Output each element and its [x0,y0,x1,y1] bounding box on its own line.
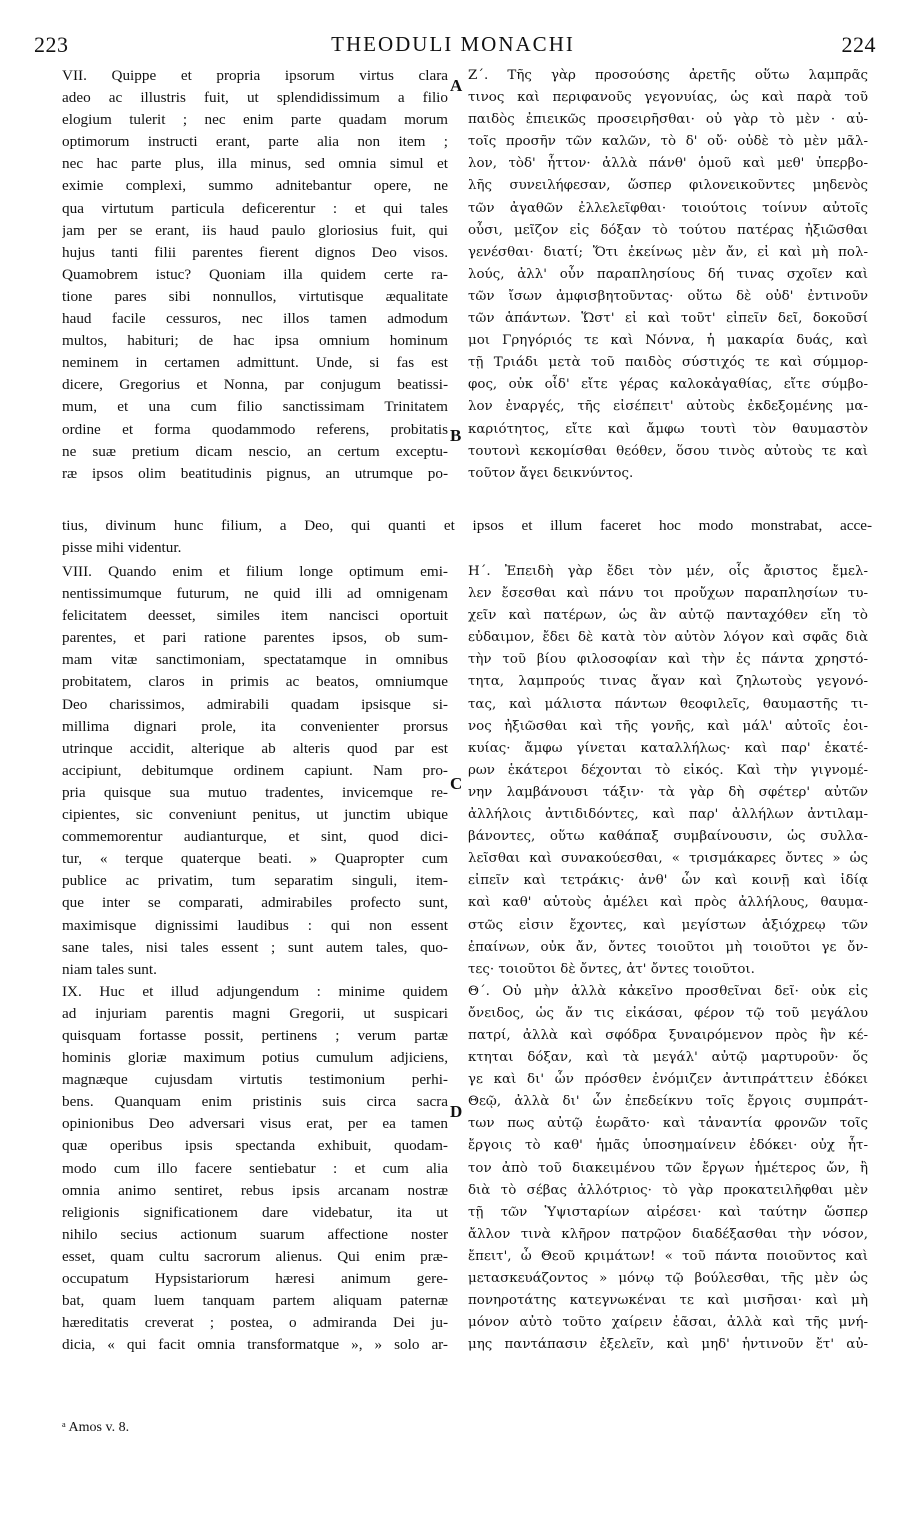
greek-line: νην λαμβάνουσι τάξιν· τὰ γὰρ δὴ σφέτερ' αὐτῶν [468,784,868,800]
latin-line: jam per se erant, iis haud paulo gloriosius fuit, qui [62,221,448,239]
latin-line: dicere, Gregorius et Nonna, par conjugum beatissi- [62,376,448,394]
latin-line: accipiunt, debitumque ordinem capiunt. Nam pro- [62,761,448,779]
latin-line: mam vitæ sanctimoniam, spectatamque in omnibus [62,651,448,669]
latin-line: nentissimumque futurum, ne quid illi ad omnigenam [62,585,448,603]
greek-line: Θεῷ, ἀλλὰ δι' ὧν ἐπεδείκνυ τοῖς ἔργοις συμπράτ- [468,1094,868,1110]
latin-line: quisquam fortasse possit, pertinens ; verum partæ [62,1026,448,1044]
latin-line: niam tales sunt. [62,960,157,978]
latin-line: sane tales, nisi tales essent ; sunt autem tales, quo- [62,938,448,956]
section-marker-c: C [450,774,463,793]
greek-line: τες· τοιοῦτοι δὲ ὄντες, ἀτ' ὄντες τοιοῦτοι. [468,961,755,977]
latin-line: qua virtutum particula deficerentur : et qui tales [62,199,448,217]
greek-line: διὰ τὸ σέβας ἀλλότριος· τὸ γὰρ προκατειλῆφθαι μὲν [468,1182,868,1198]
greek-line: καὶ καθ' αὑτοὺς ἀμέλει καὶ πρὸς ἀλλήλους, θαυμα- [468,895,868,911]
greek-line: τοῦτον ἄγει δεικνύντος. [468,465,634,481]
latin-line: ad injuriam parentis magni Gregorii, ut suspicari [62,1004,448,1022]
latin-line: eximie complexi, summo adnitebantur opere, ne [62,177,448,195]
greek-line: γε καὶ δι' ὧν πρόσθεν ἐνόμιζεν ἀντιπράττειν ἐδόκει [468,1072,868,1088]
greek-line: παιδὸς ἐπιεικῶς προσειρῆσθαι· οὐ γὰρ τὸ μὲν · αὐ- [468,112,868,128]
latin-line: tur, « terque quaterque beati. » Quapropter cum [62,850,448,868]
latin-line: VIII. Quando enim et filium longe optimum emi- [62,563,448,580]
greek-line: κτηται δόξαν, καὶ τὰ μεγάλ' αὐτῷ μαρτυροῦν· ὅς [468,1050,868,1066]
greek-line: ἔπειτ', ὦ Θεοῦ κριμάτων! « τοῦ πάντα ποιοῦντος καὶ [468,1248,868,1264]
footnote: ᵃ Amos v. 8. [62,1420,130,1435]
latin-line: quæ operibus ipsis spectanda exhibuit, quodam- [62,1137,448,1155]
section-marker-d: D [450,1102,463,1121]
greek-line: τὴν τοῦ βίου φιλοσοφίαν καὶ τὴν ἐς πάντα χρηστό- [468,652,868,668]
running-title: THEODULI MONACHI [331,32,575,56]
greek-line: τῶν ἴσων ἀμφισβητοῦντας· οὕτω δὲ οὐδ' ἐντινοῦν [468,288,868,304]
greek-line: εἰπεῖν καὶ τετράκις· ἀνθ' ὧν καὶ κοινῇ καὶ ἰδίᾳ [468,873,868,889]
greek-line: τῶν ἀγαθῶν ἐλλελεῖφθαι· τοιούτοις τοίνυν αὐτοῖς [468,200,868,216]
latin-line: esset, quam cultu sacrorum alienus. Qui enim præ- [62,1247,448,1265]
latin-line: hominis gloriæ maximum potius cumulum adjiciens, [62,1049,448,1067]
latin-line: nec hac parte plus, illa minus, sed omnia simul et [62,155,448,173]
latin-line: pisse mihi videntur. [62,539,182,557]
greek-line: μετασκευάζοντος » μόνῳ τῷ βούλεσθαι, τῆς μὲν ὡς [468,1271,868,1286]
latin-column-bottom [62,561,448,1356]
latin-line: ræ ipsos olim beatitudinis pignus, an utrumque po- [62,464,448,482]
greek-column-bottom [468,561,868,1356]
latin-line: optimorum instructi erant, parte alia non item ; [62,133,448,151]
latin-line: hujus tanti filii parentes fierent dignos Deo visos. [62,243,448,261]
latin-line: que inter se comparati, admirabiles profecto sunt, [62,894,448,912]
latin-line: pria quisque sua mutuo tradentes, invicemque re- [62,783,448,801]
latin-line: felicitatem deesset, similes item nancisci oportuit [62,607,448,625]
greek-line: καριότητος, εἴτε καὶ ἄμφω τουτὶ τὸν θαυμαστὸν [468,421,868,437]
latin-line: commemorentur audianturque, et sint, quod dici- [62,828,448,846]
page-number-right: 224 [841,32,876,57]
greek-line: χεῖν καὶ πατέρων, ὡς ἂν αὐτῷ πανταχόθεν εἴη τὸ [468,608,868,624]
greek-line: τουτονὶ κεκομίσθαι θεόθεν, ὅσου τινὸς αὐτοὺς τε καὶ [468,443,868,459]
greek-line: βάνοντες, οὕτω καθάπαξ συμβαίνουσιν, ὡς συλλα- [468,829,868,845]
greek-line: λῆς συνειλήφεσαν, ὥσπερ φιλονεικοῦντες μηδενὸς [468,178,868,194]
latin-line: bat, quam luem tanquam partem aliquam paternæ [62,1292,448,1310]
greek-line: ἔργοις τὸ καθ' ἡμᾶς ὑποσημαίνειν ἐδόκει· οὐχ ἧτ- [468,1138,868,1154]
latin-line: utrinque accidit, alterique ab alteris quod par est [62,739,448,757]
greek-line: λον, τὸδ' ἧττον· ἀλλὰ πάνθ' ὁμοῦ καὶ μεθ' ὑπερβο- [468,156,868,172]
section-marker-a: A [450,76,463,95]
latin-line: publice ac privatim, tum separatim singuli, item- [62,872,448,890]
greek-line: οὖσι, μεῖζον εἰς δόξαν τὸ τούτου πατέρας ἠξιῶσθαι [468,222,868,238]
greek-column-top [468,65,868,485]
greek-line: Η΄. Ἐπειδὴ γὰρ ἔδει τὸν μέν, οἷς ἄριστος ἔμελ- [468,564,868,579]
latin-line: millima dignari prole, ita convenienter prorsus [62,717,448,735]
greek-line: τον ἀπὸ τοῦ διακειμένου τῶν ἔργων ἡμέτερος ὤν, ἢ [468,1160,868,1176]
latin-line: cipientes, sic conveniunt penitus, ut junctim ubique [62,806,448,824]
greek-line: λεν ἔσεσθαι καὶ πάνυ τοι προὔχων παραπλησίων τυ- [468,586,868,602]
latin-line: dicia, « qui facit omnia transformatque », » solo ar- [62,1336,448,1354]
section-marker-b: B [450,426,462,445]
latin-line: mum, et una cum filio sanctissimam Trinitatem [62,398,448,416]
greek-line: πονηροτάτης κατεγνωκέναι τε καὶ μισῆσαι· καὶ μὴ [468,1293,868,1309]
latin-line: modo cum illo facere sentiebatur : et cum alia [62,1159,448,1177]
greek-line: τῶν ἁπάντων. Ὥστ' εἰ καὶ τοῦτ' εἰπεῖν δεῖ, δοκοῦσί [468,311,868,327]
latin-line: elogium tulerit ; nec enim parte quadam morum [62,111,448,129]
greek-line: κυίας· ἄμφω γίνεται καταλλήλως· καὶ παρ' ἑκατέ- [468,740,868,756]
page-number-left: 223 [34,32,69,57]
greek-line: λεῖσθαι καὶ συνακούεσθαι, « τρισμάκαρες ὄντες » ὡς [468,851,868,867]
latin-line: tius, divinum hunc filium, a Deo, qui quanti et ipsos et illum faceret hoc modo monstrabat, acce- [62,517,872,534]
greek-line: πατρί, ἀλλὰ καὶ σφόδρα ξυναιρόμενον πρὸς ἣν κέ- [468,1027,868,1043]
greek-line: ρων ἑκάτεροι δέχονται τὸ εἰκός. Καὶ τὴν γιγνομέ- [468,762,868,778]
latin-line: occupatum Hypsistariorum hæresi animum gere- [62,1270,448,1287]
greek-line: τῇ Τριάδι μετὰ τοῦ παιδὸς σύστιχός τε καὶ σύμμορ- [468,355,868,371]
greek-line: ἄλλον τινὰ κλῆρον πατρῷον διαδέξασθαι τὴν νόσον, [468,1226,868,1242]
latin-line: IX. Huc et illud adjungendum : minime quidem [62,982,448,1000]
full-width-line [62,515,872,559]
latin-line: nihilo secius actionum suarum affectione noster [62,1225,448,1243]
latin-line: Deo charissimos, admirabili quadam ipsisque si- [62,695,448,713]
greek-line: Ζ΄. Τῆς γὰρ προσούσης ἀρετῆς οὕτω λαμπρᾶς [468,68,868,83]
greek-line: εὐδαιμον, ἔδει δὲ κατὰ τὸν αὐτὸν λόγον καὶ σφᾶς διὰ [468,630,868,646]
greek-line: Θ΄. Οὐ μὴν ἀλλὰ κἀκεῖνο προσθεῖναι δεῖ· οὐκ εἰς [468,983,868,999]
latin-line: maximisque dignissimi laudibus : qui non essent [62,916,448,934]
greek-line: λον ἐναργές, τῆς εἰσέπειτ' αὐτοὺς ἐκδεξομένης μα- [468,399,868,415]
greek-line: τῇ τῶν Ὑψισταρίων αἱρέσει· καὶ ταύτην ὥσπερ [468,1204,868,1220]
latin-line: bens. Quanquam enim pristinis suis circa sacra [62,1093,448,1111]
latin-line: adeo ac illustris fuit, ut splendidissimum a filio [62,89,448,107]
latin-line: ordine et forma quodammodo referens, probitatis [62,420,448,438]
greek-line: ὄνειδος, ὡς ἄν τις εἰκάσαι, φέρον τῷ τοῦ μεγάλου [468,1005,868,1021]
latin-line: opinionibus Deo adversari visus erat, per ea tamen [62,1115,448,1133]
greek-line: λούς, ἀλλ' οὖν παραπλησίους δή τινας σχοῖεν καὶ [468,266,868,282]
greek-line: τοῖς προσῆν τῶν καλῶν, τὸ δ' οὔ· οὐδὲ τὸ μὲν μᾶλ- [468,134,868,150]
latin-line: neminem in certamen admittunt. Unde, si fas est [62,354,448,372]
latin-line: probitatem, claros in primis ac beatos, omniumque [62,673,448,691]
latin-line: parentes, et pari ratione parentes ipsos, ob sum- [62,629,448,647]
latin-line: omnia animo sentiret, rebus ipsis arcanam nostræ [62,1181,448,1199]
latin-line: tione pares sibi nonnullos, virtutisque æqualitate [62,287,448,305]
greek-line: μης παντάπασιν ἐξελεῖν, καὶ μηδ' ἡντινοῦν ἔτ' αὐ- [468,1337,868,1353]
latin-column-top [62,65,448,485]
latin-line: VII. Quippe et propria ipsorum virtus clara [62,67,448,84]
greek-line: στῶς εἰσιν ἔχοντες, καὶ μεγίστων ἀξιόχρεῳ τῶν [468,917,868,933]
greek-line: τας, καὶ μάλιστα πάντων θεοφιλεῖς, θαυμαστῆς τι- [468,696,868,712]
greek-line: μόνον αὐτὸ τοῦτο χαίρειν ἐᾶσαι, ἀλλὰ καὶ τῆς μνή- [468,1315,868,1331]
latin-line: hæreditatis creverat ; postea, o admiranda Dei ju- [62,1314,448,1332]
latin-line: multos, habituri; de hac ipsa omnium hominum [62,332,448,350]
greek-line: νος ἠξιῶσθαι καὶ τῆς γονῆς, καὶ μάλ' αὐτοῖς ἐοι- [468,718,868,734]
greek-line: ἐπαίνων, οὐκ ἄν, ὄντες τοιοῦτοι μὴ τοιοῦτοι γε ὄν- [468,939,868,955]
greek-line: γενέσθαι· διατί; Ὅτι ἐκείνως μὲν ἄν, εἰ καὶ μὴ πολ- [468,244,868,260]
latin-line: Quamobrem istuc? Quoniam illa quidem certe ra- [62,265,448,283]
latin-line: haud facile cessuros, nec illos tamen admodum [62,310,448,328]
greek-line: ἀλλήλοις ἀντιδιδόντες, καὶ παρ' ἀλλήλων ἀντιλαμ- [468,807,868,823]
greek-line: των πως αὐτῷ ἑωρᾶτο· καὶ τἀναντία φρονῶν τοῖς [468,1116,868,1132]
latin-line: religionis significationem dare videbatur, ita ut [62,1203,448,1221]
greek-line: τητα, λαμπρούς τινας ἄγαν καὶ ζηλωτοὺς γεγονό- [468,674,868,690]
latin-line: ne suæ pretium dicam nescio, an certum exceptu- [62,442,448,460]
greek-line: μοι Γρηγόριός τε καὶ Νόννα, ἡ μακαρία δυάς, καὶ [468,333,868,349]
greek-line: τινος καὶ περιφανοῦς γεγονυίας, ὡς καὶ παρὰ τοῦ [468,90,868,106]
latin-line: magnæque cujusdam virtutis testimonium perhi- [62,1071,448,1089]
greek-line: φος, οὐκ οἶδ' εἴτε γέρας καλοκἀγαθίας, εἴτε σύμβο- [468,377,868,393]
